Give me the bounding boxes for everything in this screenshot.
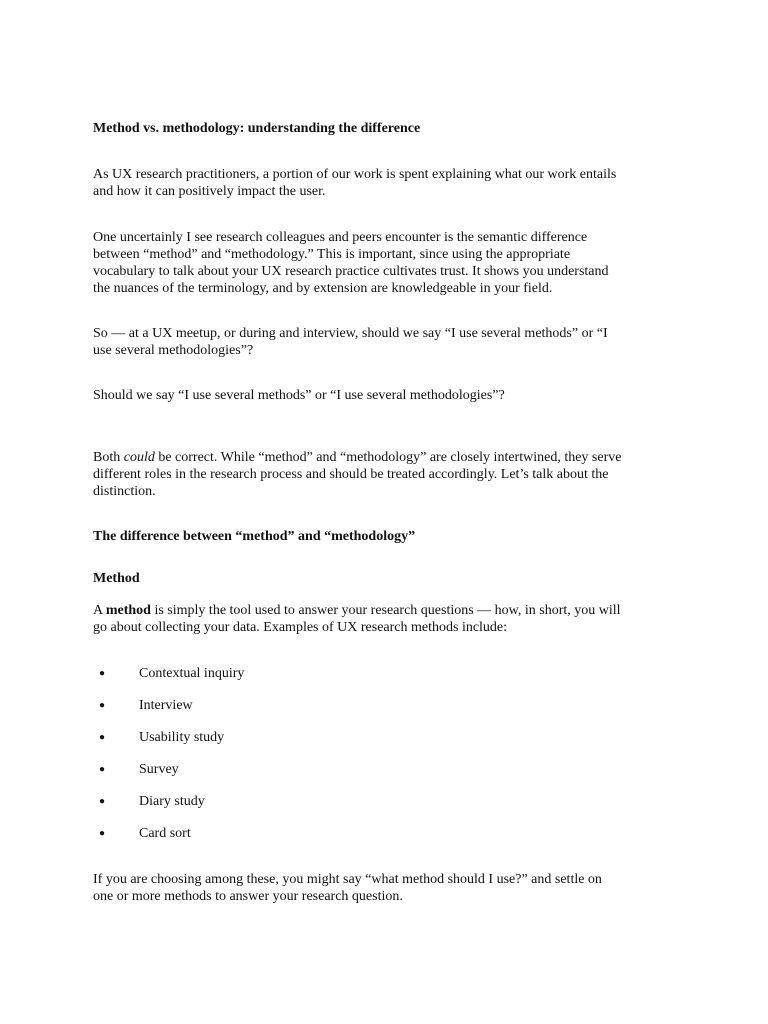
bold-method-term: method [105, 603, 151, 618]
bullet-icon: ● [99, 764, 106, 775]
list-item-label: Interview [139, 698, 193, 713]
list-item [93, 825, 683, 842]
list-item [93, 793, 683, 810]
bullet-icon: ● [99, 732, 106, 743]
bullet-icon: ● [99, 700, 106, 711]
list-item-label: Usability study [139, 730, 225, 745]
bullet-icon: ● [99, 796, 106, 807]
paragraph-meetup-question: So — at a UX meetup, or during and interview, should we say “I use several methods” or “I use several methodologies”? [93, 326, 608, 358]
paragraph-both-could-pre: Both [93, 450, 124, 465]
list-item-label: Card sort [139, 826, 191, 841]
paragraph-both-could-post: be correct. While “method” and “methodology” are closely intertwined, they serve different roles in the research process and should be treated accordingly. Let’s talk about the distinction. [93, 450, 622, 499]
list-item-label: Survey [139, 762, 179, 777]
emphasis-could: could [123, 450, 155, 465]
paragraph-method-pre: A [93, 603, 106, 618]
paragraph-both-could [93, 449, 683, 500]
subheading-method: Method [93, 571, 140, 586]
paragraph-uncertainty: One uncertainly I see research colleagues and peers encounter is the semantic difference between “method” and “methodology.” This is important, since using the appropriate vocabulary to talk about your UX research practice cultivates trust. It shows you understand the nuances of the terminology, and by extension are knowledgeable in your field. [93, 230, 609, 296]
bullet-icon: ● [99, 828, 106, 839]
list-item [93, 729, 683, 746]
list-item [93, 761, 683, 778]
section-heading-difference: The difference between “method” and “methodology” [93, 529, 416, 544]
list-item [93, 665, 683, 682]
bullet-icon: ● [99, 668, 106, 679]
paragraph-should-we-say: Should we say “I use several methods” or “I use several methodologies”? [93, 388, 505, 403]
paragraph-method-definition [93, 602, 683, 636]
paragraph-intro: As UX research practitioners, a portion of our work is spent explaining what our work entails and how it can positively impact the user. [93, 167, 617, 199]
list-item-label: Diary study [139, 794, 205, 809]
list-item-label: Contextual inquiry [139, 666, 245, 681]
list-item [93, 697, 683, 714]
paragraph-method-post: is simply the tool used to answer your research questions — how, in short, you will go about collecting your data. Examples of UX research methods include: [93, 603, 621, 635]
document-title: Method vs. methodology: understanding the difference [93, 121, 421, 136]
paragraph-choosing: If you are choosing among these, you might say “what method should I use?” and settle on one or more methods to answer your research question. [93, 872, 602, 904]
